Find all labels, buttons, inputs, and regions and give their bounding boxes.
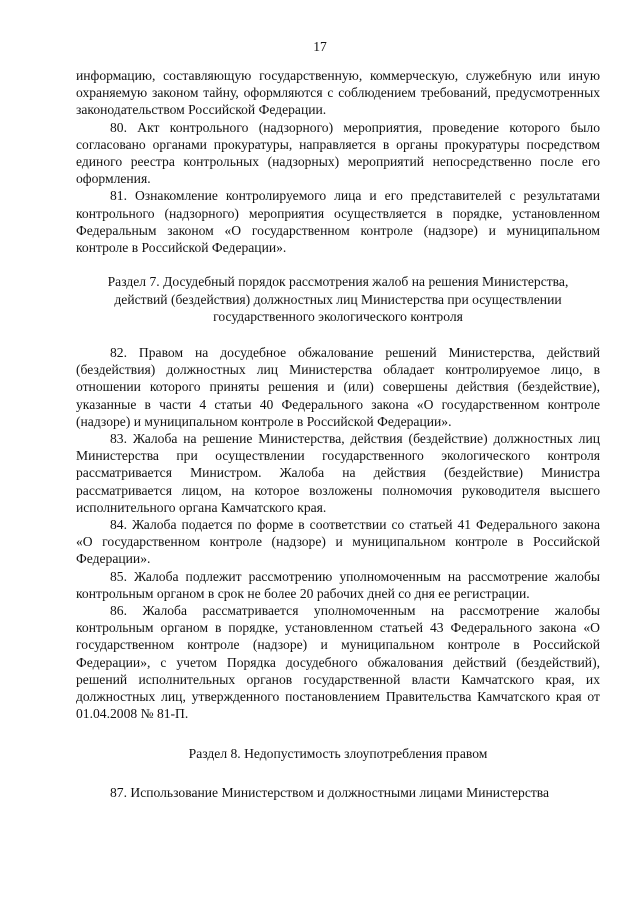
section-7-heading-line: Раздел 7. Досудебный порядок рассмотрения жалоб на решения Министерства,	[107, 274, 569, 290]
document-body	[76, 67, 600, 801]
section-7-heading-line: государственного экологического контроля	[213, 309, 463, 325]
paragraph-80: 80. Акт контрольного (надзорного) мероприятия, проведение которого было согласовано органами прокуратуры, направляется в органы прокуратуры посредством единого реестра контрольных (надзорных) мероприятий непосредственно после его оформления.	[76, 119, 600, 187]
paragraph-84: 84. Жалоба подается по форме в соответствии со статьей 41 Федерального закона «О государственном контроле (надзоре) и муниципальном контроле в Российской Федерации».	[76, 517, 600, 567]
section-7-heading-line: действий (бездействия) должностных лиц Министерства при осуществлении	[114, 291, 562, 307]
section-7-heading	[76, 273, 600, 326]
paragraph-81: 81. Ознакомление контролируемого лица и его представителей с результатами контрольного (надзорного) мероприятия осуществляется в порядке, установленном Федеральным законом «О государственном контроле (надзоре) и муниципальном контроле в Российской Федерации».	[76, 188, 600, 256]
page-number: 17	[313, 39, 327, 54]
section-8-heading: Раздел 8. Недопустимость злоупотребления правом	[188, 746, 488, 762]
paragraph-86: 86. Жалоба рассматривается уполномоченным на рассмотрение жалобы контрольным органом в порядке, установленном статьей 43 Федерального закона «О государственном контроле (надзоре) и муниципальном контроле в Российской Федерации», с учетом Порядка досудебного обжалования действий (бездействий), решений исполнительных органов государственной власти Камчатского края, их должностных лиц, утвержденного постановлением Правительства Камчатского края от 01.04.2008 № 81-П.	[76, 603, 600, 722]
paragraph-87: 87. Использование Министерством и должностными лицами Министерства	[110, 785, 550, 801]
paragraph-82: 82. Правом на досудебное обжалование решений Министерства, действий (бездействия) должностных лиц Министерства обладает контролируемое лицо, в отношении которого приняты решения и (или) совершены действия (бездействие), указанные в части 4 статьи 40 Федерального закона «О государственном контроле (надзоре) и муниципальном контроле в Российской Федерации».	[76, 345, 600, 429]
paragraph-83: 83. Жалоба на решение Министерства, действия (бездействие) должностных лиц Министерства при осуществлении государственного экологического контроля рассматривается Министром. Жалоба на действия (бездействие) Министра рассматривается лицом, на которое возложены полномочия руководителя высшего исполнительного органа Камчатского края.	[76, 431, 600, 515]
paragraph-continuation: информацию, составляющую государственную, коммерческую, служебную или иную охраняемую законом тайну, оформляются с соблюдением требований, предусмотренных законодательством Российской Федерации.	[76, 68, 600, 118]
paragraph-85: 85. Жалоба подлежит рассмотрению уполномоченным на рассмотрение жалобы контрольным органом в срок не более 20 рабочих дней со дня ее регистрации.	[76, 568, 600, 601]
